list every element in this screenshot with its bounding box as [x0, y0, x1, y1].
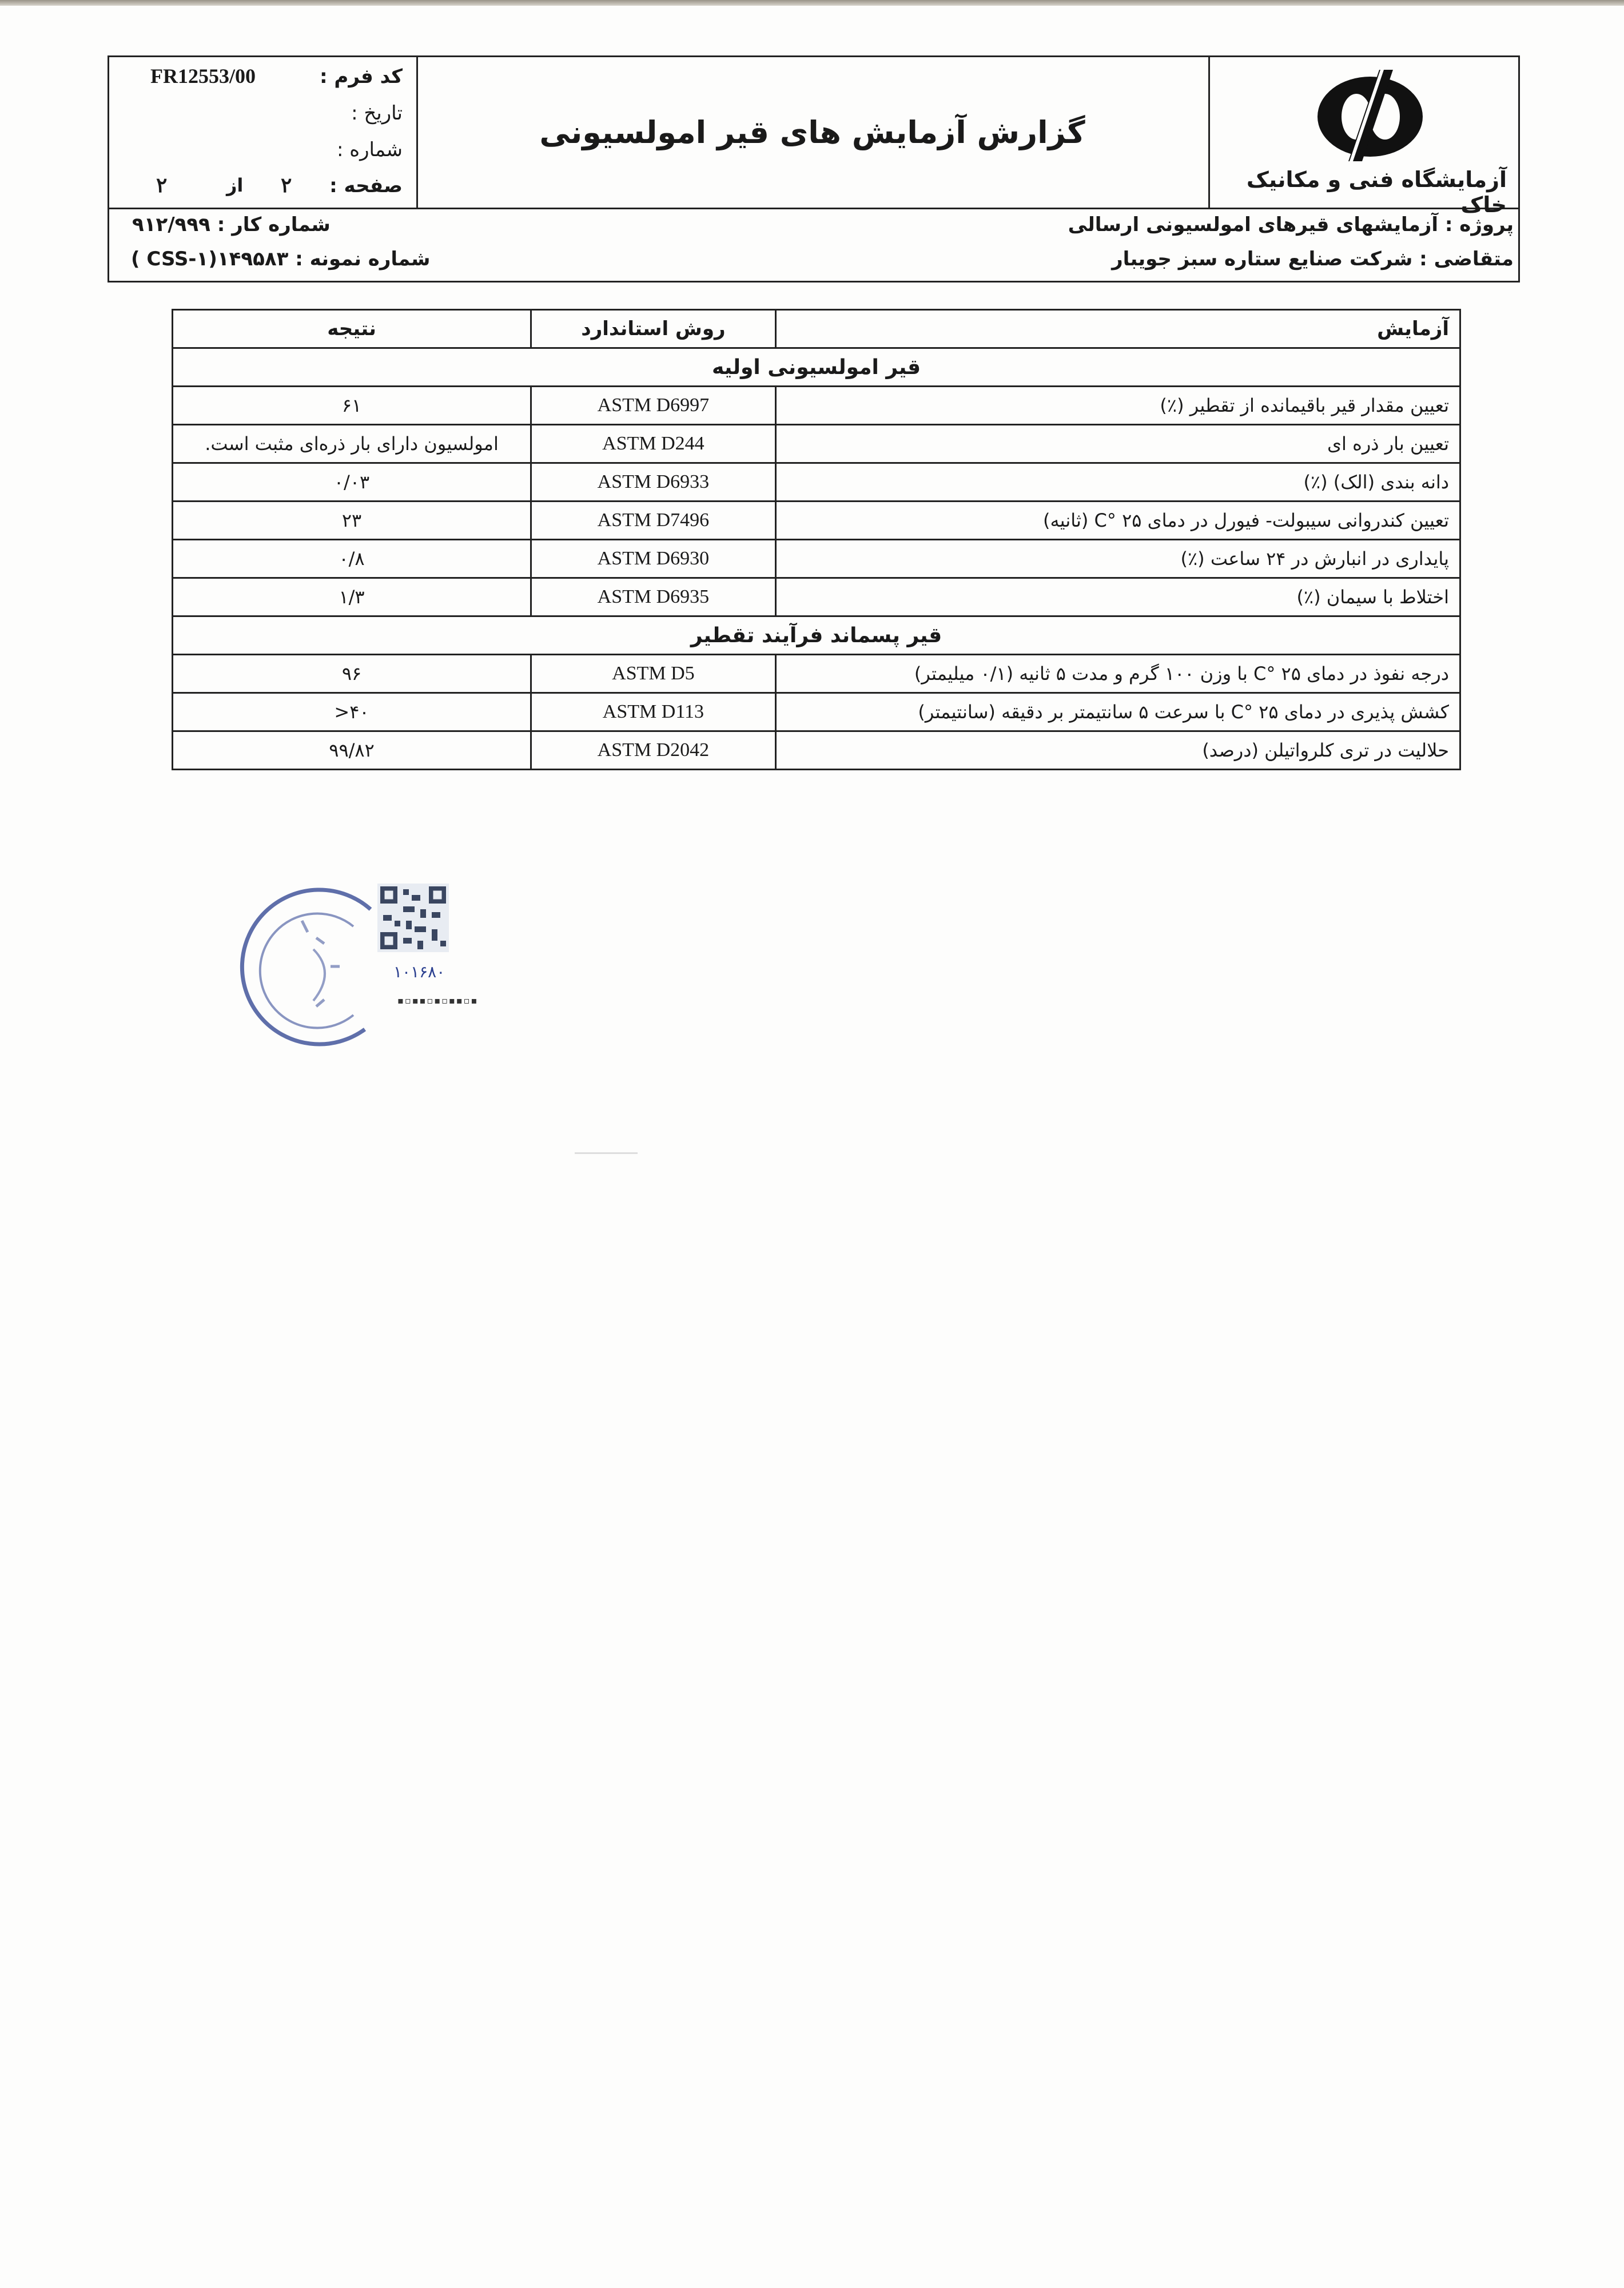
- test-cell: درجه نفوذ در دمای ۲۵ °C با وزن ۱۰۰ گرم و مدت ۵ ثانیه (۰/۱ میلیمتر): [775, 655, 1460, 693]
- scan-edge: [0, 0, 1624, 6]
- result-cell: ۰/۰۳: [173, 463, 531, 502]
- table-row: [173, 463, 1460, 502]
- date-label: تاریخ :: [351, 102, 403, 125]
- method-cell: ASTM D5: [531, 655, 776, 693]
- table-row: [173, 540, 1460, 578]
- title-cell: [416, 57, 1210, 208]
- col-header-method: روش استاندارد: [531, 310, 776, 348]
- result-cell: ۶۱: [173, 387, 531, 425]
- section-title: قیر امولسیونی اولیه: [173, 348, 1460, 387]
- project-line: پروژه : آزمایشهای قیرهای امولسیونی ارسالی: [1068, 213, 1514, 236]
- test-cell: تعیین کندروانی سیبولت- فیورل در دمای ۲۵ °C (ثانیه): [775, 502, 1460, 540]
- table-row: [173, 655, 1460, 693]
- page-current: ۲: [281, 174, 292, 197]
- result-cell: امولسیون دارای بار ذره‌ای مثبت است.: [173, 425, 531, 463]
- section-row: [173, 348, 1460, 387]
- header-info-row: [109, 208, 1518, 281]
- form-code-value: FR12553/00: [150, 65, 256, 87]
- result-cell: ۰/۸: [173, 540, 531, 578]
- table-row: [173, 693, 1460, 731]
- table-row: [173, 387, 1460, 425]
- table-row: [173, 502, 1460, 540]
- page-mark: [575, 1152, 638, 1154]
- test-cell: تعیین بار ذره ای: [775, 425, 1460, 463]
- table-row: [173, 425, 1460, 463]
- sample-number: شماره نمونه : ۱۴۹۵۸۳(۱-CSS ): [131, 248, 431, 270]
- result-cell: ۹۶: [173, 655, 531, 693]
- result-cell: ۱/۳: [173, 578, 531, 616]
- result-cell: ۹۹/۸۲: [173, 731, 531, 770]
- page-of: از: [226, 174, 244, 196]
- report-title: گزارش آزمایش های قیر امولسیونی: [539, 114, 1085, 150]
- number-label: شماره :: [337, 138, 403, 161]
- section-row: [173, 616, 1460, 655]
- section-title: قیر پسماند فرآیند تقطیر: [173, 616, 1460, 655]
- test-cell: دانه بندی (الک) (٪): [775, 463, 1460, 502]
- result-cell: ۲۳: [173, 502, 531, 540]
- col-header-result: نتیجه: [173, 310, 531, 348]
- method-cell: ASTM D6935: [531, 578, 776, 616]
- header-top-row: [109, 57, 1518, 217]
- test-cell: پایداری در انبارش در ۲۴ ساعت (٪): [775, 540, 1460, 578]
- stamp-number: ۱۰۱۶۸۰: [393, 963, 445, 981]
- test-cell: اختلاط با سیمان (٪): [775, 578, 1460, 616]
- test-cell: حلالیت در تری کلرواتیلن (درصد): [775, 731, 1460, 770]
- lab-logo-icon: [1313, 70, 1427, 161]
- report-header: [108, 55, 1520, 282]
- page-label: صفحه :: [329, 174, 403, 197]
- method-cell: ASTM D113: [531, 693, 776, 731]
- col-header-test: آزمایش: [775, 310, 1460, 348]
- method-cell: ASTM D6997: [531, 387, 776, 425]
- table-row: [173, 578, 1460, 616]
- form-meta-cell: [109, 57, 418, 208]
- qr-code-icon: [377, 884, 449, 952]
- lab-name: آزمایشگاه فنی و مکانیک خاک: [1246, 167, 1507, 217]
- seal-stamp-icon: [216, 886, 382, 1052]
- table-header-row: [173, 310, 1460, 348]
- test-cell: کشش پذیری در دمای ۲۵ °C با سرعت ۵ سانتیمتر بر دقیقه (سانتیمتر): [775, 693, 1460, 731]
- method-cell: ASTM D6930: [531, 540, 776, 578]
- result-cell: ۴۰<: [173, 693, 531, 731]
- method-cell: ASTM D6933: [531, 463, 776, 502]
- test-cell: تعیین مقدار قیر باقیمانده از تقطیر (٪): [775, 387, 1460, 425]
- client-line: متقاضی : شرکت صنایع ستاره سبز جویبار: [1112, 248, 1514, 270]
- page-total: ۲: [156, 174, 168, 197]
- job-number: شماره کار : ۹۱۲/۹۹۹: [132, 213, 331, 236]
- method-cell: ASTM D244: [531, 425, 776, 463]
- method-cell: ASTM D2042: [531, 731, 776, 770]
- stamp-microtext-icon: ▪▫▪▪▫▪▫▪▪▫▪: [397, 995, 479, 1006]
- method-cell: ASTM D7496: [531, 502, 776, 540]
- form-code-label: کد فرم :: [319, 65, 403, 88]
- table-row: [173, 731, 1460, 770]
- logo-cell: [1210, 57, 1518, 217]
- test-results-table: [172, 309, 1461, 770]
